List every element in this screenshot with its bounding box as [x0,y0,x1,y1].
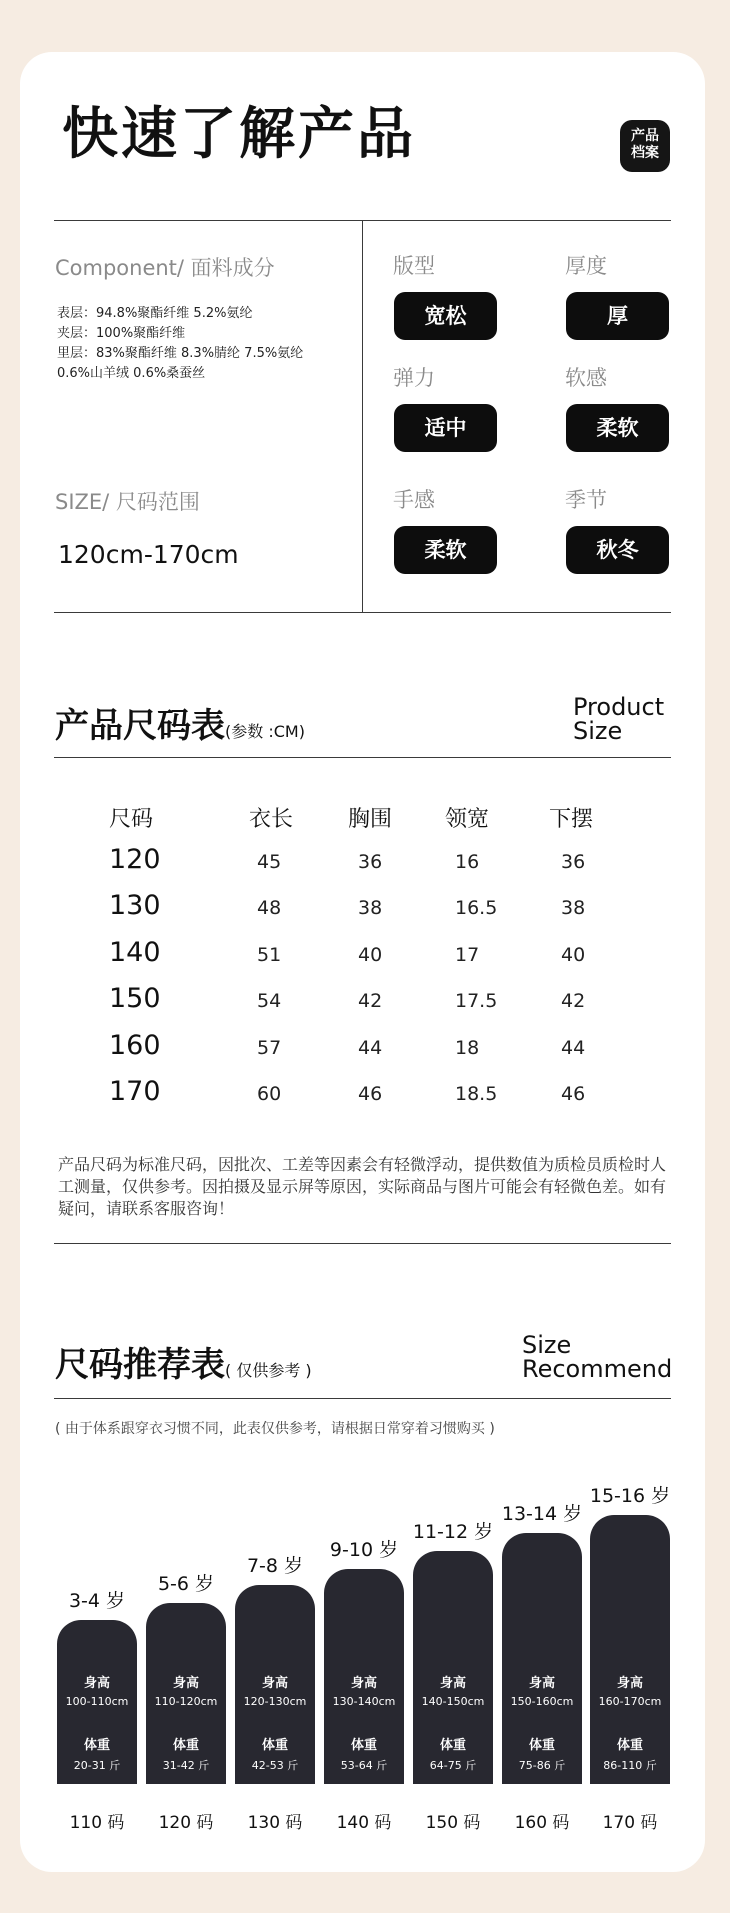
table-cell-size: 130 [109,890,161,921]
size-code-label: 160 码 [514,1813,570,1833]
recommend-title-text: 尺码推荐表 [55,1345,225,1385]
divider-recommend [54,1398,671,1399]
en-line-2: Recommend [522,1355,673,1383]
table-cell-size: 120 [109,844,161,875]
weight-value: 42-53 斤 [251,1759,299,1772]
table-cell: 48 [257,897,282,919]
table-cell: 46 [358,1083,383,1105]
height-label: 身高 [528,1676,555,1691]
divider-note [54,1243,671,1244]
height-value: 100-110cm [65,1695,129,1708]
height-value: 110-120cm [154,1695,218,1708]
weight-label: 体重 [350,1738,377,1753]
table-cell: 40 [358,944,383,966]
height-value: 150-160cm [510,1695,574,1708]
weight-value: 86-110 斤 [603,1759,657,1772]
table-cell: 16 [455,851,480,873]
weight-value: 53-64 斤 [340,1759,388,1772]
height-value: 130-140cm [332,1695,396,1708]
table-cell-size: 160 [109,1030,161,1061]
attr-label-touch: 手感 [393,488,435,512]
size-range-value: 120cm-170cm [58,540,239,569]
table-cell: 45 [257,851,282,873]
age-label: 9-10 岁 [329,1539,399,1561]
size-code-label: 130 码 [247,1813,303,1833]
recommend-bar [324,1569,404,1784]
table-cell-size: 170 [109,1076,161,1107]
table-cell: 42 [561,990,586,1012]
size-code-label: 110 码 [69,1813,125,1833]
product-card [20,52,705,1872]
table-cell: 36 [561,851,586,873]
attr-label-season: 季节 [565,488,607,512]
size-code-label: 120 码 [158,1813,214,1833]
age-label: 3-4 岁 [68,1590,126,1612]
table-cell: 60 [257,1083,282,1105]
weight-value: 75-86 斤 [518,1759,566,1772]
table-cell: 16.5 [455,897,498,919]
weight-value: 31-42 斤 [162,1759,210,1772]
fabric-line: 0.6%山羊绒 0.6%桑蚕丝 [57,366,206,381]
table-cell: 38 [561,897,586,919]
attr-pill-season: 秋冬 [566,526,669,574]
recommend-en-title [522,1333,672,1381]
en-line-1: Product [573,693,665,721]
age-label: 15-16 岁 [589,1485,671,1507]
badge-line-1: 产品 [631,128,659,144]
height-value: 120-130cm [243,1695,307,1708]
table-cell: 44 [561,1037,586,1059]
age-label: 13-14 岁 [501,1503,583,1525]
page-title: 快速了解产品 [62,102,416,167]
size-table-title [55,698,305,747]
weight-label: 体重 [83,1738,110,1753]
attr-label-softness: 软感 [565,366,607,390]
table-cell: 46 [561,1083,586,1105]
th-length: 衣长 [249,807,294,832]
recommend-bar [413,1551,493,1784]
height-label: 身高 [350,1676,377,1691]
recommend-bar [590,1515,670,1784]
table-cell: 18 [455,1037,480,1059]
weight-label: 体重 [616,1738,643,1753]
fabric-label: Component/ 面料成分 [55,256,275,280]
divider-mid [54,612,671,613]
weight-label: 体重 [439,1738,466,1753]
size-code-label: 150 码 [425,1813,481,1833]
recommend-bar [502,1533,582,1784]
attr-label-elasticity: 弹力 [393,366,435,390]
divider-table [54,757,671,758]
th-chest: 胸围 [348,807,393,832]
size-table-title-text: 产品尺码表 [55,706,225,746]
table-cell: 42 [358,990,383,1012]
weight-value: 20-31 斤 [73,1759,121,1772]
height-label: 身高 [616,1676,643,1691]
height-value: 140-150cm [421,1695,485,1708]
table-cell: 54 [257,990,282,1012]
table-cell: 44 [358,1037,383,1059]
recommend-bar [146,1603,226,1784]
weight-value: 64-75 斤 [429,1759,477,1772]
weight-label: 体重 [172,1738,199,1753]
attr-pill-elasticity: 适中 [394,404,497,452]
fabric-line: 表层：94.8%聚酯纤维 5.2%氨纶 [57,306,253,321]
height-value: 160-170cm [598,1695,662,1708]
height-label: 身高 [83,1676,110,1691]
table-cell-size: 140 [109,937,161,968]
table-cell: 38 [358,897,383,919]
weight-label: 体重 [528,1738,555,1753]
recommend-note: ( 由于体系跟穿衣习惯不同，此表仅供参考，请根据日常穿着习惯购买 ) [55,1421,495,1437]
table-cell: 17 [455,944,480,966]
table-cell: 40 [561,944,586,966]
table-cell: 17.5 [455,990,498,1012]
recommend-bar [57,1620,137,1784]
en-line-1: Size [522,1331,572,1359]
age-label: 5-6 岁 [157,1573,215,1595]
table-cell: 51 [257,944,282,966]
table-cell: 36 [358,851,383,873]
weight-label: 体重 [261,1738,288,1753]
size-code-label: 140 码 [336,1813,392,1833]
size-table-note: 产品尺码为标准尺码，因批次、工差等因素会有轻微浮动，提供数值为质检员质检时人工测量，仅供参考。因拍摄及显示屏等原因，实际商品与图片可能会有轻微色差。如有疑问，请联系客服咨询！ [58,1155,667,1218]
attr-pill-softness: 柔软 [566,404,669,452]
en-line-2: Size [573,717,623,745]
th-collar: 领宽 [445,807,490,832]
age-label: 7-8 岁 [246,1555,304,1577]
height-label: 身高 [261,1676,288,1691]
recommend-bar [235,1585,315,1784]
recommend-unit: ( 仅供参考 ) [225,1361,312,1380]
th-hem: 下摆 [549,807,594,832]
size-table-en-title [573,695,664,743]
size-range-label: SIZE/ 尺码范围 [55,490,200,514]
height-label: 身高 [172,1676,199,1691]
size-table-unit: (参数 :CM) [225,722,305,741]
table-cell-size: 150 [109,983,161,1014]
divider-vertical [362,220,363,612]
height-label: 身高 [439,1676,466,1691]
attr-pill-fit: 宽松 [394,292,497,340]
attr-pill-touch: 柔软 [394,526,497,574]
badge-line-2: 档案 [631,145,659,161]
size-code-label: 170 码 [602,1813,658,1833]
fabric-line: 夹层：100%聚酯纤维 [57,326,186,341]
attr-label-fit: 版型 [393,254,435,278]
attr-pill-thickness: 厚 [566,292,669,340]
attr-label-thickness: 厚度 [565,254,607,278]
table-cell: 57 [257,1037,282,1059]
product-file-badge [620,120,670,172]
fabric-line: 里层：83%聚酯纤维 8.3%腈纶 7.5%氨纶 [57,346,304,361]
table-cell: 18.5 [455,1083,498,1105]
th-size: 尺码 [109,807,154,832]
recommend-title [55,1337,312,1386]
age-label: 11-12 岁 [412,1521,494,1543]
